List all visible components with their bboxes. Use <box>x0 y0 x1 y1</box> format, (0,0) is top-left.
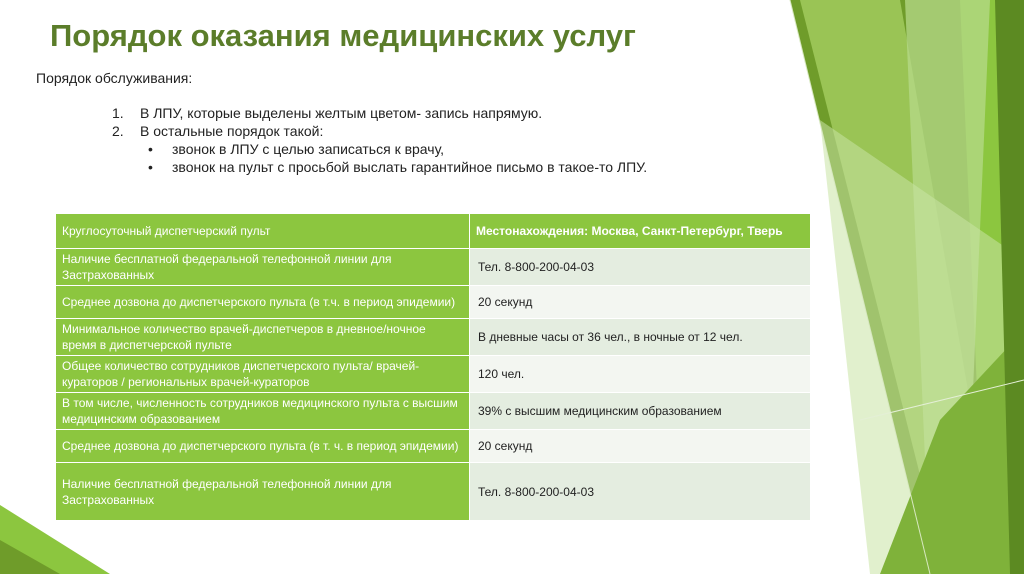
table-cell-label: Среднее дозвона до диспетчерского пульта (в т.ч. в период эпидемии) <box>56 286 470 319</box>
table-row <box>56 356 811 393</box>
bullet-text: звонок в ЛПУ с целью записаться к врачу, <box>172 141 445 157</box>
table-row <box>56 249 811 286</box>
table-cell-label: Наличие бесплатной федеральной телефонной линии для Застрахованных <box>56 463 470 521</box>
table-cell-value: Тел. 8-800-200-04-03 <box>470 249 811 286</box>
table-header-cell: Местонахождения: Москва, Санкт-Петербург, Тверь <box>470 214 811 249</box>
table-cell-value: В дневные часы от 36 чел., в ночные от 12 чел. <box>470 319 811 356</box>
table-cell-label: Среднее дозвона до диспетчерского пульта (в т. ч. в период эпидемии) <box>56 430 470 463</box>
table-row <box>56 286 811 319</box>
table-row <box>56 463 811 521</box>
dispatch-info-table <box>55 213 811 521</box>
table-cell-value: 120 чел. <box>470 356 811 393</box>
table-cell-value: Тел. 8-800-200-04-03 <box>470 463 811 521</box>
table-cell-label: В том числе, численность сотрудников медицинского пульта с высшим медицинским образованием <box>56 393 470 430</box>
list-number: 2. <box>112 123 124 139</box>
table-cell-label: Минимальное количество врачей-диспетчеров в дневное/ночное время в диспетчерской пульте <box>56 319 470 356</box>
table-row <box>56 319 811 356</box>
bullet-text: звонок на пульт с просьбой выслать гарантийное письмо в такое-то ЛПУ. <box>172 159 648 175</box>
table-header-cell: Круглосуточный диспетчерский пульт <box>56 214 470 249</box>
table-cell-value: 20 секунд <box>470 286 811 319</box>
service-order-heading: Порядок обслуживания: <box>36 70 193 86</box>
slide-title: Порядок оказания медицинских услуг <box>50 18 636 53</box>
bullet-icon: • <box>148 159 153 175</box>
table-row <box>56 430 811 463</box>
table-cell-label: Общее количество сотрудников диспетчерского пульта/ врачей-кураторов / региональных врачей-кураторов <box>56 356 470 393</box>
list-text: В остальные порядок такой: <box>140 123 324 139</box>
bullet-icon: • <box>148 141 153 157</box>
table-row <box>56 393 811 430</box>
table-cell-value: 20 секунд <box>470 430 811 463</box>
table-cell-label: Наличие бесплатной федеральной телефонной линии для Застрахованных <box>56 249 470 286</box>
table-header-row <box>56 214 811 249</box>
list-number: 1. <box>112 105 124 121</box>
table-cell-value: 39% с высшим медицинским образованием <box>470 393 811 430</box>
list-text: В ЛПУ, которые выделены желтым цветом- запись напрямую. <box>140 105 543 121</box>
